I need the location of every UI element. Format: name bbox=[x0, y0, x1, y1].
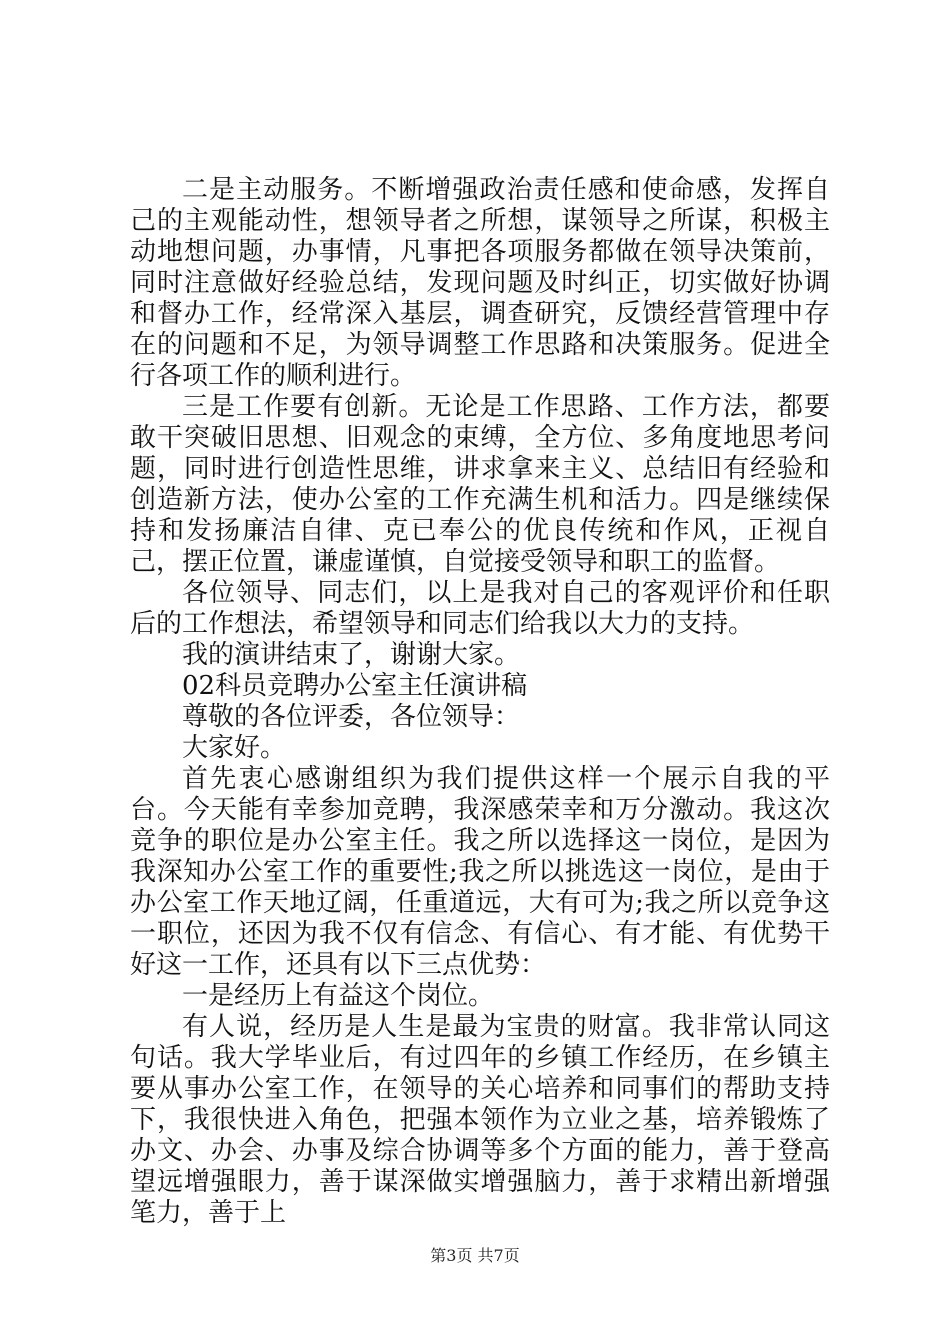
paragraph-closing-thanks: 各位领导、同志们，以上是我对自己的客观评价和任职后的工作想法，希望领导和同志们给我以大力的支持。 bbox=[130, 578, 830, 639]
paragraph-proactive-service: 二是主动服务。不断增强政治责任感和使命感，发挥自己的主观能动性，想领导者之所想，谋领导之所谋，积极主动地想问题，办事情，凡事把各项服务都做在领导决策前，同时注意做好经验总结，发现问题及时纠正，切实做好协调和督办工作，经常深入基层，调查研究，反馈经营管理中存在的问题和不足，为领导调整工作思路和决策服务。促进全行各项工作的顺利进行。 bbox=[130, 175, 830, 391]
paragraph-speech-end: 我的演讲结束了，谢谢大家。 bbox=[182, 640, 521, 670]
paragraph-experience: 有人说，经历是人生是最为宝贵的财富。我非常认同这句话。我大学毕业后，有过四年的乡镇工作经历，在乡镇主要从事办公室工作，在领导的关心培养和同事们的帮助支持下，我很快进入角色，把强本领作为立业之基，培养锻炼了办文、办会、办事及综合协调等多个方面的能力，善于登高望远增强眼力，善于谋深做实增强脑力，善于求精出新增强笔力，善于上 bbox=[130, 1012, 830, 1228]
paragraph-point-one: 一是经历上有益这个岗位。 bbox=[182, 981, 495, 1011]
section-title: 02科员竞聘办公室主任演讲稿 bbox=[182, 671, 528, 701]
paragraph-greeting: 大家好。 bbox=[182, 733, 287, 763]
paragraph-innovation: 三是工作要有创新。无论是工作思路、工作方法，都要敢干突破旧思想、旧观念的束缚，全方位、多角度地思考问题，同时进行创造性思维，讲求拿来主义、总结旧有经验和创造新方法，使办公室的工作充满生机和活力。四是继续保持和发扬廉洁自律、克已奉公的优良传统和作风，正视自己，摆正位置，谦虚谨慎，自觉接受领导和职工的监督。 bbox=[130, 392, 830, 577]
page-footer: 第3页 共7页 bbox=[430, 1246, 520, 1265]
paragraph-introduction: 首先衷心感谢组织为我们提供这样一个展示自我的平台。今天能有幸参加竞聘，我深感荣幸和万分激动。我这次竞争的职位是办公室主任。我之所以选择这一岗位，是因为我深知办公室工作的重要性;我之所以挑选这一岗位，是由于办公室工作天地辽阔，任重道远，大有可为;我之所以竞争这一职位，还因为我不仅有信念、有信心、有才能、有优势干好这一工作，还具有以下三点优势： bbox=[130, 764, 830, 980]
document-body bbox=[130, 175, 830, 1229]
paragraph-salutation: 尊敬的各位评委，各位领导： bbox=[182, 702, 521, 732]
